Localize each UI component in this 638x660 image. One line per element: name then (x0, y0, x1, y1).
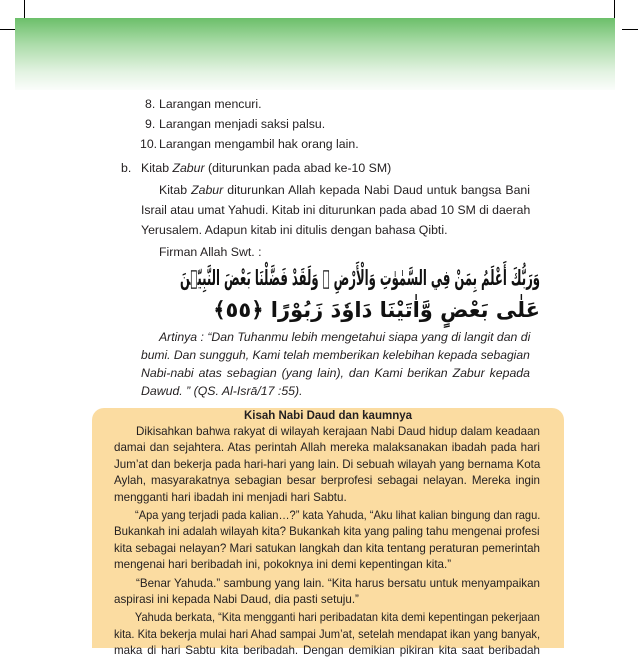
story-line: Bukankah ini adalah wilayah kita? Bukankah kita yang paling tahu mengenai profesi (114, 525, 540, 539)
crop-mark (614, 0, 615, 18)
heading-text: (diturunkan pada abad ke-10 SM) (204, 161, 392, 175)
section-marker: b. (121, 161, 132, 175)
text: diturunkan Allah kepada Nabi Daud untuk bangsa Bani (223, 183, 530, 197)
paragraph-line: Yerusalem. Adapun kitab ini ditulis dengan bahasa Qibti. (141, 223, 448, 237)
translation-line: Nabi-nabi atas sebagian (yang lain), dan Kami berikan Zabur kepada (141, 366, 530, 380)
crop-mark (0, 29, 16, 30)
translation-line: Artinya : “Dan Tuhanmu lebih mengetahui siapa yang di langit dan di (158, 330, 531, 344)
story-line: Aylah, masyarakatnya sebagian besar berprofesi sebagai nelayan. Mereka ingin (114, 474, 540, 488)
story-line: maka di hari Sabtu kita beribadah. Dengan demikian pikiran kita saat beribadah (114, 644, 540, 658)
story-line: “Benar Yahuda.” sambung yang lain. “Kita harus bersatu untuk menyampaikan (136, 576, 540, 590)
crop-mark (24, 0, 25, 18)
story-line: damai dan sejahtera. Atas perintah Allah mereka malaksanakan ibadah pada hari (114, 441, 540, 455)
story-line: Yahuda berkata, “Kita mengganti hari peribadatan kita demi kepentingan pekerjaan (134, 611, 540, 625)
header-band (15, 18, 615, 90)
list-item: Larangan mencuri. (159, 97, 262, 111)
heading-text: Kitab (141, 161, 173, 175)
story-line: aspirasi ini kepada Nabi Daud, dia pasti setuju.” (114, 593, 359, 606)
firman-label: Firman Allah Swt. : (159, 245, 262, 259)
text: Kitab (159, 183, 192, 197)
story-line: mengganti hari ibadah ini menjadi hari Sabtu. (114, 490, 347, 504)
story-line: Jum’at dan bekerja pada hari-hari yang lain. Di sebuah wilayah yang bernama Kota (114, 457, 541, 471)
translation-line: bumi. Dan sungguh, Kami telah memberikan kelebihan kepada sebagian (141, 348, 530, 362)
heading-italic: Zabur (172, 161, 205, 175)
story-line: “Apa yang terjadi pada kalian…?” kata Yahuda, “Aku lihat kalian bingung dan ragu. (135, 509, 541, 522)
story-line: mengenai hari beribadah ini, pokoknya ini demi kepentingan kita.” (114, 558, 452, 572)
story-line: kita. Kita bekerja mulai hari Ahad sampai Jum’at, setelah mendapat ikan yang banyak, (114, 627, 541, 641)
crop-mark (622, 29, 638, 30)
translation-line: Dawud. ” (QS. Al-Isrā/17 :55). (141, 384, 303, 398)
list-number: 10. (140, 137, 158, 151)
list-number: 8. (145, 97, 156, 111)
story-line: kita sebagai nelayan? Mari satukan langkah dan kita tentang peraturan pemerintah (114, 541, 540, 555)
text-italic: Zabur (191, 183, 224, 197)
arabic-verse-line: وَرَبُّكَ أَعْلَمُ بِمَنْ فِي السَّمٰوٰتِ وَالْأَرْضِ ۗ وَلَقَدْ فَضَّلْنَا بَعْضَ النَّبِيّٖنَ (179, 266, 540, 290)
list-number: 9. (145, 117, 156, 131)
arabic-verse-line: عَلٰى بَعْضٍ وَّاٰتَيْنَا دَاوٗدَ زَبُوْرًا ﴿٥٥﴾ (213, 298, 540, 322)
paragraph-line: Israil atau umat Yahudi. Kitab ini diturunkan pada abad 10 SM di daerah (141, 203, 531, 217)
paragraph-line (141, 180, 530, 200)
story-line: Dikisahkan bahwa rakyat di wilayah kerajaan Nabi Daud hidup dalam keadaan (136, 425, 540, 438)
story-title: Kisah Nabi Daud dan kaumnya (243, 410, 413, 422)
list-item: Larangan menjadi saksi palsu. (159, 117, 326, 131)
section-heading (141, 158, 391, 178)
list-item: Larangan mengambil hak orang lain. (159, 137, 359, 151)
story-box (92, 408, 564, 658)
